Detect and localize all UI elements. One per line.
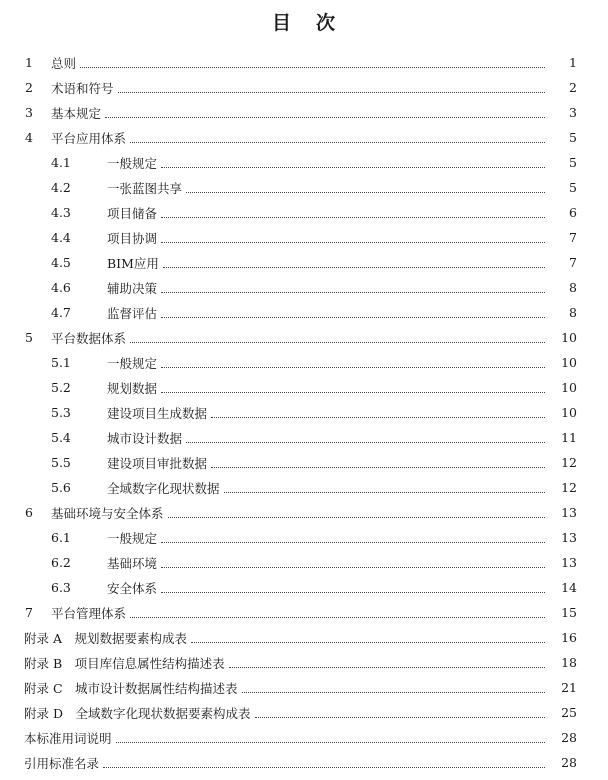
toc-entry-number: 4.6 — [51, 280, 71, 295]
toc-entry-title: 一般规定 — [107, 530, 158, 546]
toc-entry[interactable] — [0, 75, 608, 100]
toc-entry-page: 16 — [561, 630, 577, 645]
toc-entry-page: 8 — [569, 305, 577, 320]
toc-entry-page: 13 — [561, 530, 577, 545]
toc-entry[interactable] — [0, 725, 608, 750]
toc-entry-title: 平台数据体系 — [51, 330, 127, 346]
toc-entry-page: 15 — [561, 605, 577, 620]
toc-entry-title: 辅助决策 — [107, 280, 158, 296]
toc-entry[interactable] — [0, 475, 608, 500]
toc-entry[interactable] — [0, 625, 608, 650]
toc-entry[interactable] — [0, 125, 608, 150]
dot-leader — [229, 666, 545, 668]
toc-entry-title: 基本规定 — [51, 105, 102, 121]
toc-entry[interactable] — [0, 750, 608, 775]
toc-entry-number: 5.4 — [51, 430, 71, 445]
toc-entry-page: 18 — [561, 655, 577, 670]
dot-leader — [116, 741, 545, 743]
toc-entry-number: 6.3 — [51, 580, 71, 595]
toc-entry[interactable] — [0, 400, 608, 425]
toc-entry-number: 4 — [25, 130, 33, 145]
dot-leader — [211, 466, 545, 468]
dot-leader — [161, 291, 545, 293]
toc-entry-page: 10 — [561, 405, 577, 420]
dot-leader — [130, 141, 545, 143]
toc-entry-number: 5.6 — [51, 480, 71, 495]
toc-entry-number: 1 — [25, 55, 33, 70]
toc-entry[interactable] — [0, 675, 608, 700]
dot-leader — [163, 266, 545, 268]
toc-entry[interactable] — [0, 500, 608, 525]
toc-entry-title: 基础环境与安全体系 — [51, 505, 164, 521]
toc-entry-title: 建设项目审批数据 — [107, 455, 208, 471]
toc-entry-number: 4.4 — [51, 230, 71, 245]
toc-entry[interactable] — [0, 425, 608, 450]
table-of-contents — [0, 50, 608, 775]
toc-entry-page: 11 — [561, 430, 577, 445]
toc-entry-number: 4.5 — [51, 255, 71, 270]
toc-entry[interactable] — [0, 550, 608, 575]
dot-leader — [168, 516, 545, 518]
dot-leader — [105, 116, 545, 118]
toc-entry[interactable] — [0, 250, 608, 275]
toc-entry-title: 平台管理体系 — [51, 605, 127, 621]
dot-leader — [161, 541, 545, 543]
toc-entry-page: 3 — [569, 105, 577, 120]
dot-leader — [130, 341, 545, 343]
toc-entry[interactable] — [0, 150, 608, 175]
toc-entry-number: 5 — [25, 330, 33, 345]
toc-entry-number: 4.2 — [51, 180, 71, 195]
toc-entry-page: 10 — [561, 380, 577, 395]
toc-entry-page: 1 — [569, 55, 577, 70]
toc-entry-title: 项目储备 — [107, 205, 158, 221]
toc-entry-title: 附录 C 城市设计数据属性结构描述表 — [24, 680, 238, 696]
toc-entry[interactable] — [0, 575, 608, 600]
toc-entry-title: 附录 A 规划数据要素构成表 — [24, 630, 188, 646]
dot-leader — [161, 566, 545, 568]
toc-entry-number: 4.3 — [51, 205, 71, 220]
dot-leader — [211, 416, 545, 418]
toc-entry-page: 7 — [569, 255, 577, 270]
toc-entry-number: 5.3 — [51, 405, 71, 420]
toc-entry-title: 城市设计数据 — [107, 430, 183, 446]
toc-entry-page: 5 — [569, 130, 577, 145]
toc-entry-page: 28 — [561, 730, 577, 745]
toc-entry-title: 附录 B 项目库信息属性结构描述表 — [24, 655, 225, 671]
toc-entry-number: 5.2 — [51, 380, 71, 395]
toc-entry-number: 6.1 — [51, 530, 71, 545]
toc-entry-page: 5 — [569, 180, 577, 195]
toc-entry-title: 一般规定 — [107, 155, 158, 171]
dot-leader — [130, 616, 545, 618]
toc-entry-page: 21 — [561, 680, 577, 695]
toc-entry-title: 引用标准名录 — [24, 755, 100, 771]
toc-entry-number: 2 — [25, 80, 33, 95]
toc-entry-title: 附录 D 全域数字化现状数据要素构成表 — [24, 705, 251, 721]
toc-entry-number: 5.1 — [51, 355, 71, 370]
toc-entry-title: BIM应用 — [107, 255, 159, 271]
toc-entry[interactable] — [0, 650, 608, 675]
toc-entry-page: 25 — [561, 705, 577, 720]
toc-entry[interactable] — [0, 375, 608, 400]
toc-entry[interactable] — [0, 200, 608, 225]
toc-entry-title: 安全体系 — [107, 580, 158, 596]
dot-leader — [186, 441, 545, 443]
toc-entry-title: 本标准用词说明 — [24, 730, 112, 746]
toc-entry-page: 28 — [561, 755, 577, 770]
toc-entry[interactable] — [0, 600, 608, 625]
toc-entry-page: 10 — [561, 355, 577, 370]
dot-leader — [161, 166, 545, 168]
title-char-left: 目 — [271, 12, 292, 34]
toc-entry-title: 规划数据 — [107, 380, 158, 396]
toc-entry-title: 平台应用体系 — [51, 130, 127, 146]
toc-entry[interactable] — [0, 525, 608, 550]
toc-entry-page: 12 — [561, 455, 577, 470]
dot-leader — [186, 191, 545, 193]
dot-leader — [161, 241, 545, 243]
toc-entry-title: 全域数字化现状数据 — [107, 480, 220, 496]
toc-entry-page: 2 — [569, 80, 577, 95]
toc-entry[interactable] — [0, 275, 608, 300]
toc-entry[interactable] — [0, 350, 608, 375]
dot-leader — [161, 591, 545, 593]
toc-entry[interactable] — [0, 100, 608, 125]
toc-entry-number: 4.1 — [51, 155, 71, 170]
toc-entry-number: 4.7 — [51, 305, 71, 320]
toc-entry-title: 基础环境 — [107, 555, 158, 571]
toc-entry-title: 监督评估 — [107, 305, 158, 321]
toc-entry-page: 14 — [561, 580, 577, 595]
dot-leader — [118, 91, 545, 93]
toc-entry[interactable] — [0, 300, 608, 325]
toc-entry-title: 一张蓝图共享 — [107, 180, 183, 196]
dot-leader — [80, 66, 545, 68]
toc-entry-page: 5 — [569, 155, 577, 170]
toc-entry-page: 12 — [561, 480, 577, 495]
toc-entry[interactable] — [0, 225, 608, 250]
toc-entry-number: 6.2 — [51, 555, 71, 570]
toc-entry[interactable] — [0, 700, 608, 725]
dot-leader — [255, 716, 546, 718]
toc-entry-page: 8 — [569, 280, 577, 295]
page-title — [0, 8, 608, 35]
toc-entry-number: 3 — [25, 105, 33, 120]
dot-leader — [161, 366, 545, 368]
toc-entry-page: 6 — [569, 205, 577, 220]
toc-entry-number: 7 — [25, 605, 33, 620]
dot-leader — [161, 216, 545, 218]
dot-leader — [224, 491, 545, 493]
dot-leader — [161, 316, 545, 318]
dot-leader — [191, 641, 545, 643]
toc-entry-number: 5.5 — [51, 455, 71, 470]
toc-entry[interactable] — [0, 175, 608, 200]
dot-leader — [103, 766, 545, 768]
toc-entry-number: 6 — [25, 505, 33, 520]
toc-entry[interactable] — [0, 325, 608, 350]
toc-entry[interactable] — [0, 50, 608, 75]
dot-leader — [161, 391, 545, 393]
toc-entry-page: 7 — [569, 230, 577, 245]
toc-entry-page: 10 — [561, 330, 577, 345]
title-char-right: 次 — [316, 12, 337, 34]
toc-entry[interactable] — [0, 450, 608, 475]
toc-entry-title: 总则 — [51, 55, 77, 71]
toc-entry-title: 项目协调 — [107, 230, 158, 246]
dot-leader — [242, 691, 545, 693]
toc-entry-title: 一般规定 — [107, 355, 158, 371]
toc-entry-page: 13 — [561, 505, 577, 520]
toc-entry-title: 术语和符号 — [51, 80, 114, 96]
toc-entry-title: 建设项目生成数据 — [107, 405, 208, 421]
toc-entry-page: 13 — [561, 555, 577, 570]
